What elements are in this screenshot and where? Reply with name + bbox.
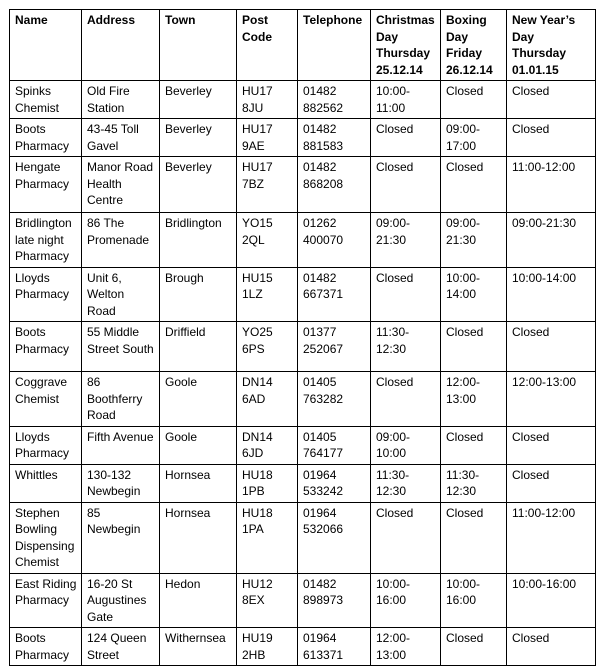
column-header-line: Address: [87, 13, 136, 27]
column-header-line: Thursday: [376, 46, 431, 60]
cell-telephone: 01482 881583: [298, 119, 371, 157]
cell-christmas-day: Closed: [371, 502, 441, 573]
cell-name: East Riding Pharmacy: [10, 573, 82, 628]
cell-post-code: HU15 1LZ: [237, 267, 298, 322]
cell-town: Driffield: [160, 322, 237, 372]
cell-christmas-day: 11:30-12:30: [371, 464, 441, 502]
cell-new-years-day: Closed: [507, 464, 596, 502]
column-header-line: Town: [165, 13, 196, 27]
cell-town: Goole: [160, 426, 237, 464]
cell-post-code: HU19 2HB: [237, 628, 298, 666]
table-row: [10, 573, 596, 628]
cell-name: Boots Pharmacy: [10, 119, 82, 157]
cell-boxing-day: Closed: [441, 322, 507, 372]
cell-telephone: 01964 613371: [298, 628, 371, 666]
cell-christmas-day: 09:00-10:00: [371, 426, 441, 464]
cell-town: Hedon: [160, 573, 237, 628]
pharmacy-opening-hours: [9, 9, 596, 666]
column-header-line: 26.12.14: [446, 62, 493, 77]
table-row: [10, 322, 596, 372]
column-header-line: New Year’s: [512, 13, 576, 27]
cell-address: 86 Boothferry Road: [82, 372, 160, 427]
cell-town: Withernsea: [160, 628, 237, 666]
cell-christmas-day: 10:00-11:00: [371, 81, 441, 119]
cell-post-code: HU12 8EX: [237, 573, 298, 628]
table-row: [10, 372, 596, 427]
cell-new-years-day: 10:00-14:00: [507, 267, 596, 322]
cell-new-years-day: 12:00-13:00: [507, 372, 596, 427]
cell-town: Brough: [160, 267, 237, 322]
cell-post-code: HU17 8JU: [237, 81, 298, 119]
cell-new-years-day: 11:00-12:00: [507, 157, 596, 213]
column-header-name: [10, 10, 82, 81]
cell-town: Beverley: [160, 81, 237, 119]
cell-town: Hornsea: [160, 502, 237, 573]
cell-name: Boots Pharmacy: [10, 628, 82, 666]
column-header-line: Code: [242, 29, 272, 44]
table-body: [10, 81, 596, 666]
column-header-line: Christmas: [376, 13, 435, 27]
cell-boxing-day: Closed: [441, 502, 507, 573]
cell-new-years-day: Closed: [507, 628, 596, 666]
cell-telephone: 01964 532066: [298, 502, 371, 573]
table-row: [10, 213, 596, 268]
column-header-telephone: [298, 10, 371, 81]
cell-post-code: HU18 1PA: [237, 502, 298, 573]
cell-boxing-day: 09:00-17:00: [441, 119, 507, 157]
column-header-line: Day: [446, 29, 469, 44]
cell-boxing-day: 10:00-16:00: [441, 573, 507, 628]
table-row: [10, 628, 596, 666]
cell-christmas-day: 11:30-12:30: [371, 322, 441, 372]
cell-address: 86 The Promenade: [82, 213, 160, 268]
cell-town: Beverley: [160, 157, 237, 213]
cell-address: 16-20 St Augustines Gate: [82, 573, 160, 628]
cell-boxing-day: 10:00-14:00: [441, 267, 507, 322]
cell-telephone: 01405 763282: [298, 372, 371, 427]
cell-name: Stephen Bowling Dispensing Chemist: [10, 502, 82, 573]
column-header-line: Day: [376, 29, 399, 44]
column-header-line: 01.01.15: [512, 62, 559, 77]
cell-town: Beverley: [160, 119, 237, 157]
cell-telephone: 01482 882562: [298, 81, 371, 119]
column-header-address: [82, 10, 160, 81]
column-header-line: Day: [512, 29, 535, 44]
cell-telephone: 01482 868208: [298, 157, 371, 213]
column-header-town: [160, 10, 237, 81]
cell-new-years-day: 10:00-16:00: [507, 573, 596, 628]
pharmacy-hours-table: [9, 9, 596, 666]
cell-name: Spinks Chemist: [10, 81, 82, 119]
cell-post-code: HU17 7BZ: [237, 157, 298, 213]
cell-christmas-day: 12:00-13:00: [371, 628, 441, 666]
cell-new-years-day: Closed: [507, 322, 596, 372]
cell-name: Lloyds Pharmacy: [10, 426, 82, 464]
table-row: [10, 267, 596, 322]
cell-address: Manor Road Health Centre: [82, 157, 160, 213]
cell-town: Hornsea: [160, 464, 237, 502]
cell-town: Goole: [160, 372, 237, 427]
column-header-line: Name: [15, 13, 48, 27]
cell-telephone: 01377 252067: [298, 322, 371, 372]
table-row: [10, 426, 596, 464]
column-header-post-code: [237, 10, 298, 81]
cell-name: Coggrave Chemist: [10, 372, 82, 427]
table-row: [10, 119, 596, 157]
cell-address: 85 Newbegin: [82, 502, 160, 573]
cell-new-years-day: Closed: [507, 426, 596, 464]
cell-boxing-day: Closed: [441, 628, 507, 666]
cell-new-years-day: 11:00-12:00: [507, 502, 596, 573]
cell-boxing-day: Closed: [441, 426, 507, 464]
cell-name: Hengate Pharmacy: [10, 157, 82, 213]
table-row: [10, 502, 596, 573]
cell-telephone: 01964 533242: [298, 464, 371, 502]
column-header-new-years-day: [507, 10, 596, 81]
cell-post-code: HU18 1PB: [237, 464, 298, 502]
column-header-line: 25.12.14: [376, 62, 423, 77]
cell-telephone: 01405 764177: [298, 426, 371, 464]
cell-boxing-day: Closed: [441, 157, 507, 213]
column-header-line: Boxing: [446, 13, 487, 27]
cell-address: 55 Middle Street South: [82, 322, 160, 372]
cell-christmas-day: 10:00-16:00: [371, 573, 441, 628]
cell-new-years-day: Closed: [507, 81, 596, 119]
cell-name: Lloyds Pharmacy: [10, 267, 82, 322]
cell-post-code: HU17 9AE: [237, 119, 298, 157]
cell-christmas-day: Closed: [371, 372, 441, 427]
column-header-line: Friday: [446, 46, 483, 60]
table-row: [10, 464, 596, 502]
cell-town: Bridlington: [160, 213, 237, 268]
cell-boxing-day: 11:30-12:30: [441, 464, 507, 502]
cell-name: Boots Pharmacy: [10, 322, 82, 372]
column-header-line: Post: [242, 13, 269, 27]
cell-new-years-day: 09:00-21:30: [507, 213, 596, 268]
cell-boxing-day: 09:00-21:30: [441, 213, 507, 268]
cell-address: 130-132 Newbegin: [82, 464, 160, 502]
cell-telephone: 01482 667371: [298, 267, 371, 322]
cell-christmas-day: 09:00-21:30: [371, 213, 441, 268]
table-row: [10, 81, 596, 119]
cell-address: Unit 6, Welton Road: [82, 267, 160, 322]
cell-christmas-day: Closed: [371, 157, 441, 213]
cell-post-code: DN14 6AD: [237, 372, 298, 427]
cell-telephone: 01482 898973: [298, 573, 371, 628]
cell-name: Whittles: [10, 464, 82, 502]
cell-christmas-day: Closed: [371, 119, 441, 157]
cell-address: Fifth Avenue: [82, 426, 160, 464]
cell-address: Old Fire Station: [82, 81, 160, 119]
cell-address: 43-45 Toll Gavel: [82, 119, 160, 157]
column-header-line: Thursday: [512, 46, 567, 60]
column-header-christmas-day: [371, 10, 441, 81]
header-row: [10, 10, 596, 81]
cell-post-code: YO15 2QL: [237, 213, 298, 268]
cell-telephone: 01262 400070: [298, 213, 371, 268]
cell-name: Bridlington late night Pharmacy: [10, 213, 82, 268]
cell-christmas-day: Closed: [371, 267, 441, 322]
column-header-boxing-day: [441, 10, 507, 81]
cell-post-code: DN14 6JD: [237, 426, 298, 464]
cell-post-code: YO25 6PS: [237, 322, 298, 372]
cell-boxing-day: Closed: [441, 81, 507, 119]
column-header-line: Telephone: [303, 13, 363, 27]
table-row: [10, 157, 596, 213]
cell-boxing-day: 12:00-13:00: [441, 372, 507, 427]
cell-new-years-day: Closed: [507, 119, 596, 157]
cell-address: 124 Queen Street: [82, 628, 160, 666]
